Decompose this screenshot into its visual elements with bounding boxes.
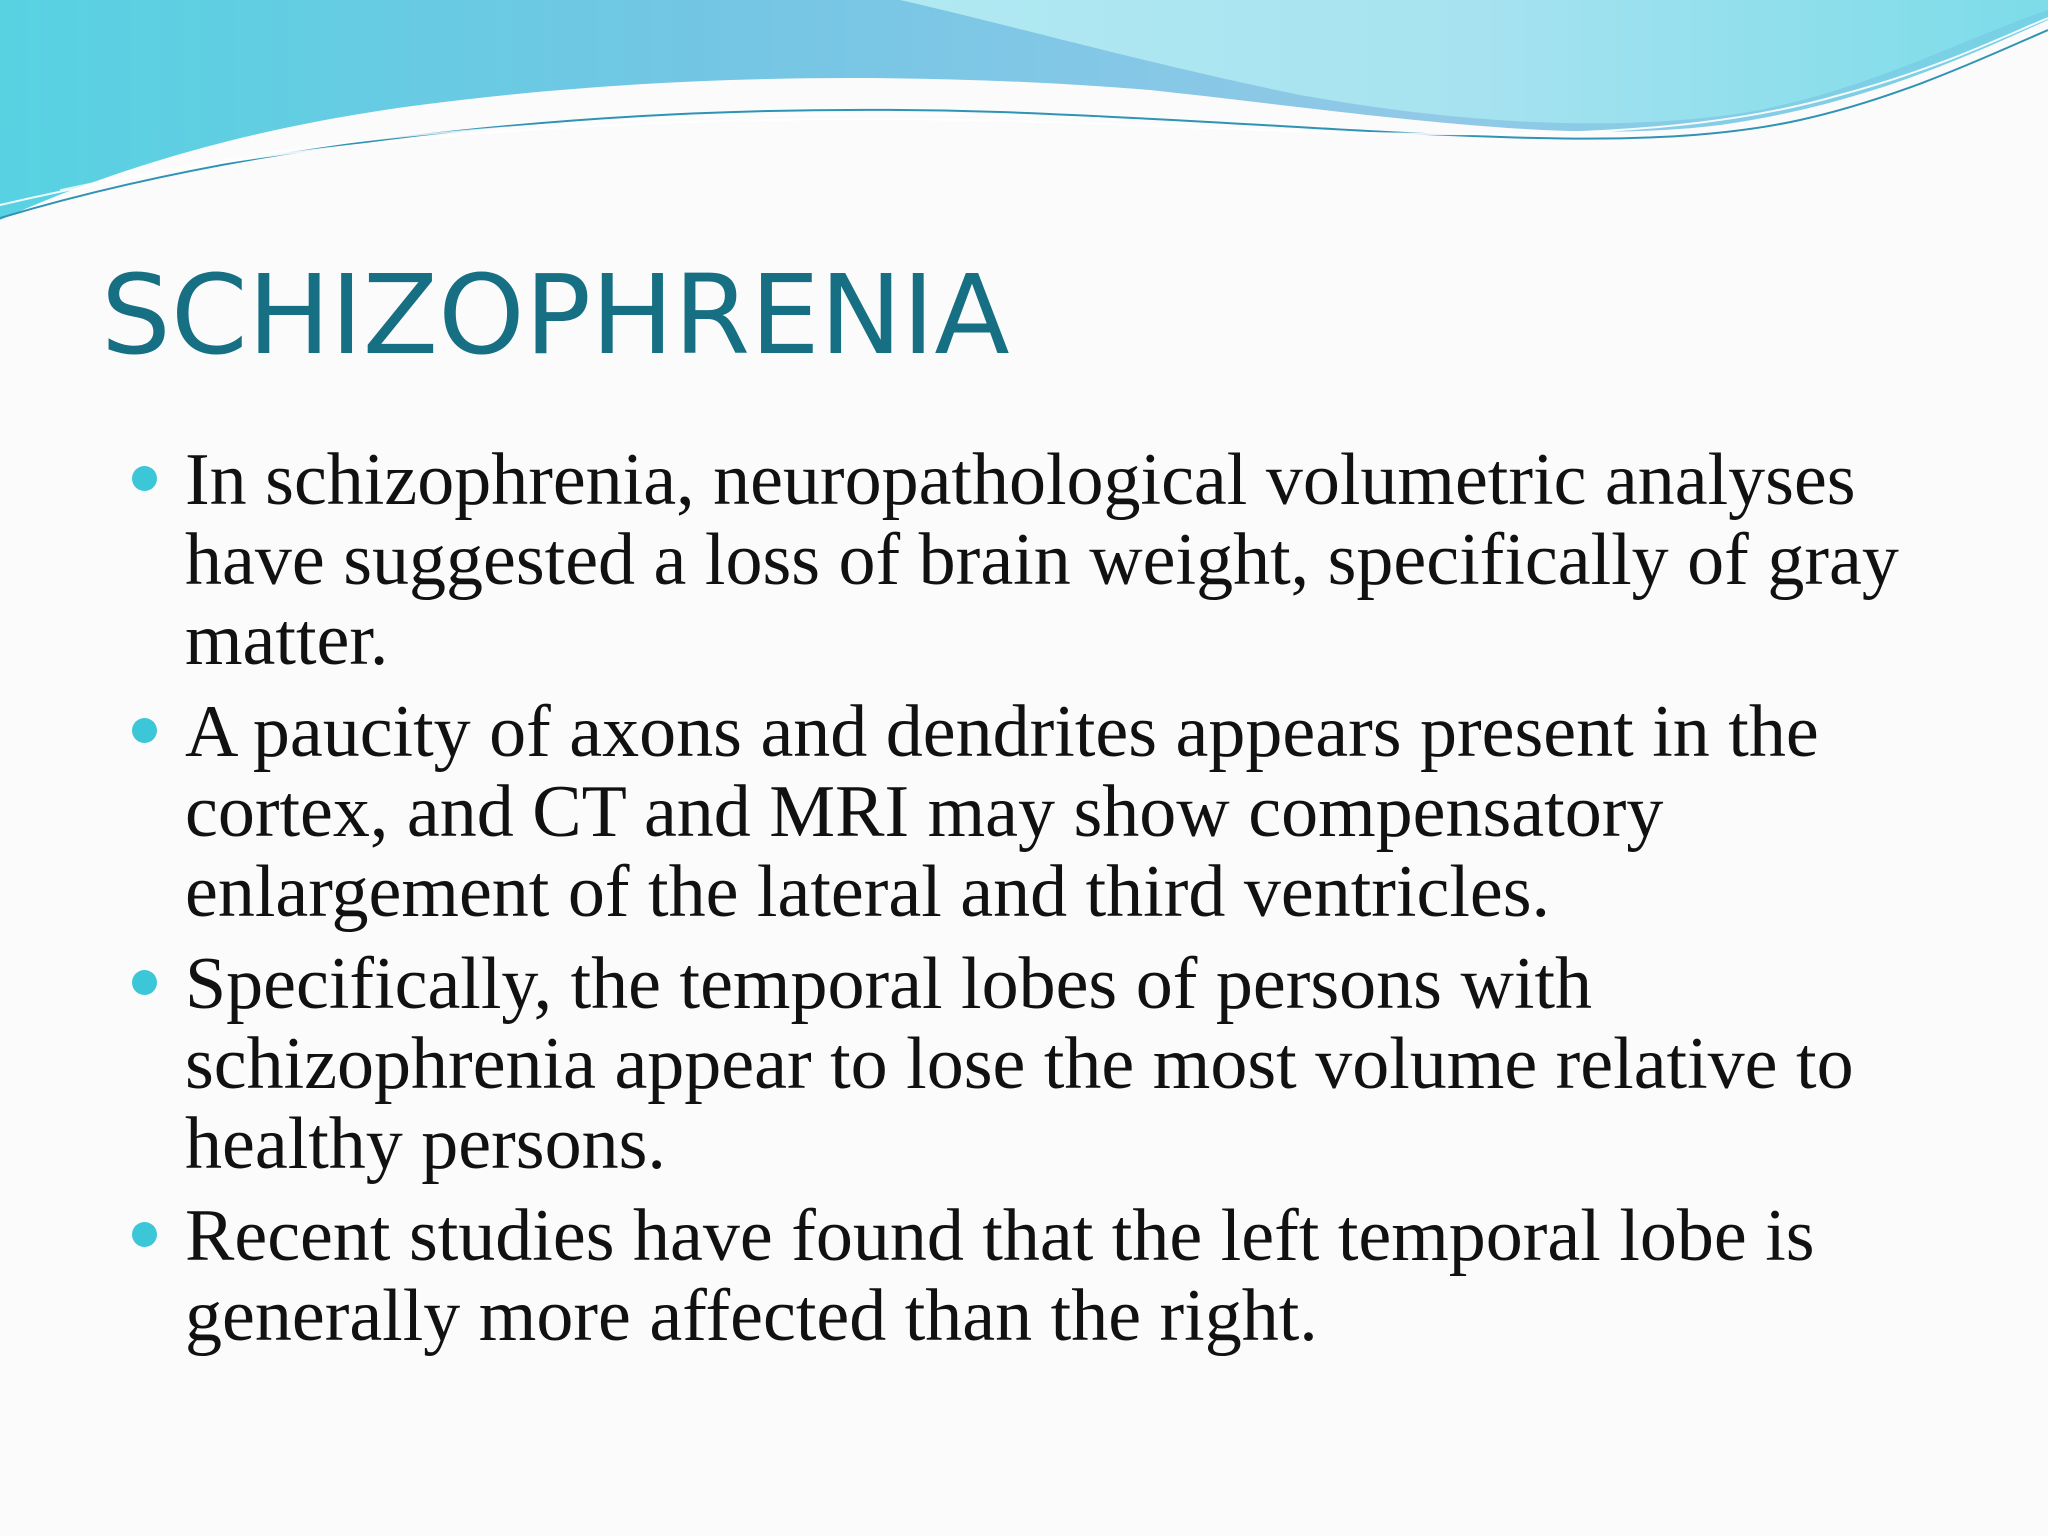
bullet-item xyxy=(129,440,1919,680)
slide-title: SCHIZOPHRENIA xyxy=(101,251,1010,379)
bullet-dot-icon xyxy=(132,718,157,743)
bullet-dot-icon xyxy=(132,1222,157,1247)
bullet-text: Recent studies have found that the left temporal lobe is generally more affected than the right. xyxy=(185,1195,1815,1357)
bullet-dot-icon xyxy=(132,970,157,995)
header-wave-decoration xyxy=(0,0,2048,260)
bullet-item xyxy=(129,692,1919,932)
bullet-text: Specifically, the temporal lobes of persons with schizophrenia appear to lose the most volume relative to healthy persons. xyxy=(185,943,1854,1185)
bullet-text: In schizophrenia, neuropathological volumetric analyses have suggested a loss of brain weight, specifically of gray matter. xyxy=(185,439,1899,681)
bullet-item xyxy=(129,944,1919,1184)
bullet-text: A paucity of axons and dendrites appears present in the cortex, and CT and MRI may show compensatory enlargement of the lateral and third ventricles. xyxy=(185,691,1819,933)
bullet-dot-icon xyxy=(132,466,157,491)
bullet-item xyxy=(129,1196,1919,1356)
bullet-list xyxy=(129,440,1919,1368)
